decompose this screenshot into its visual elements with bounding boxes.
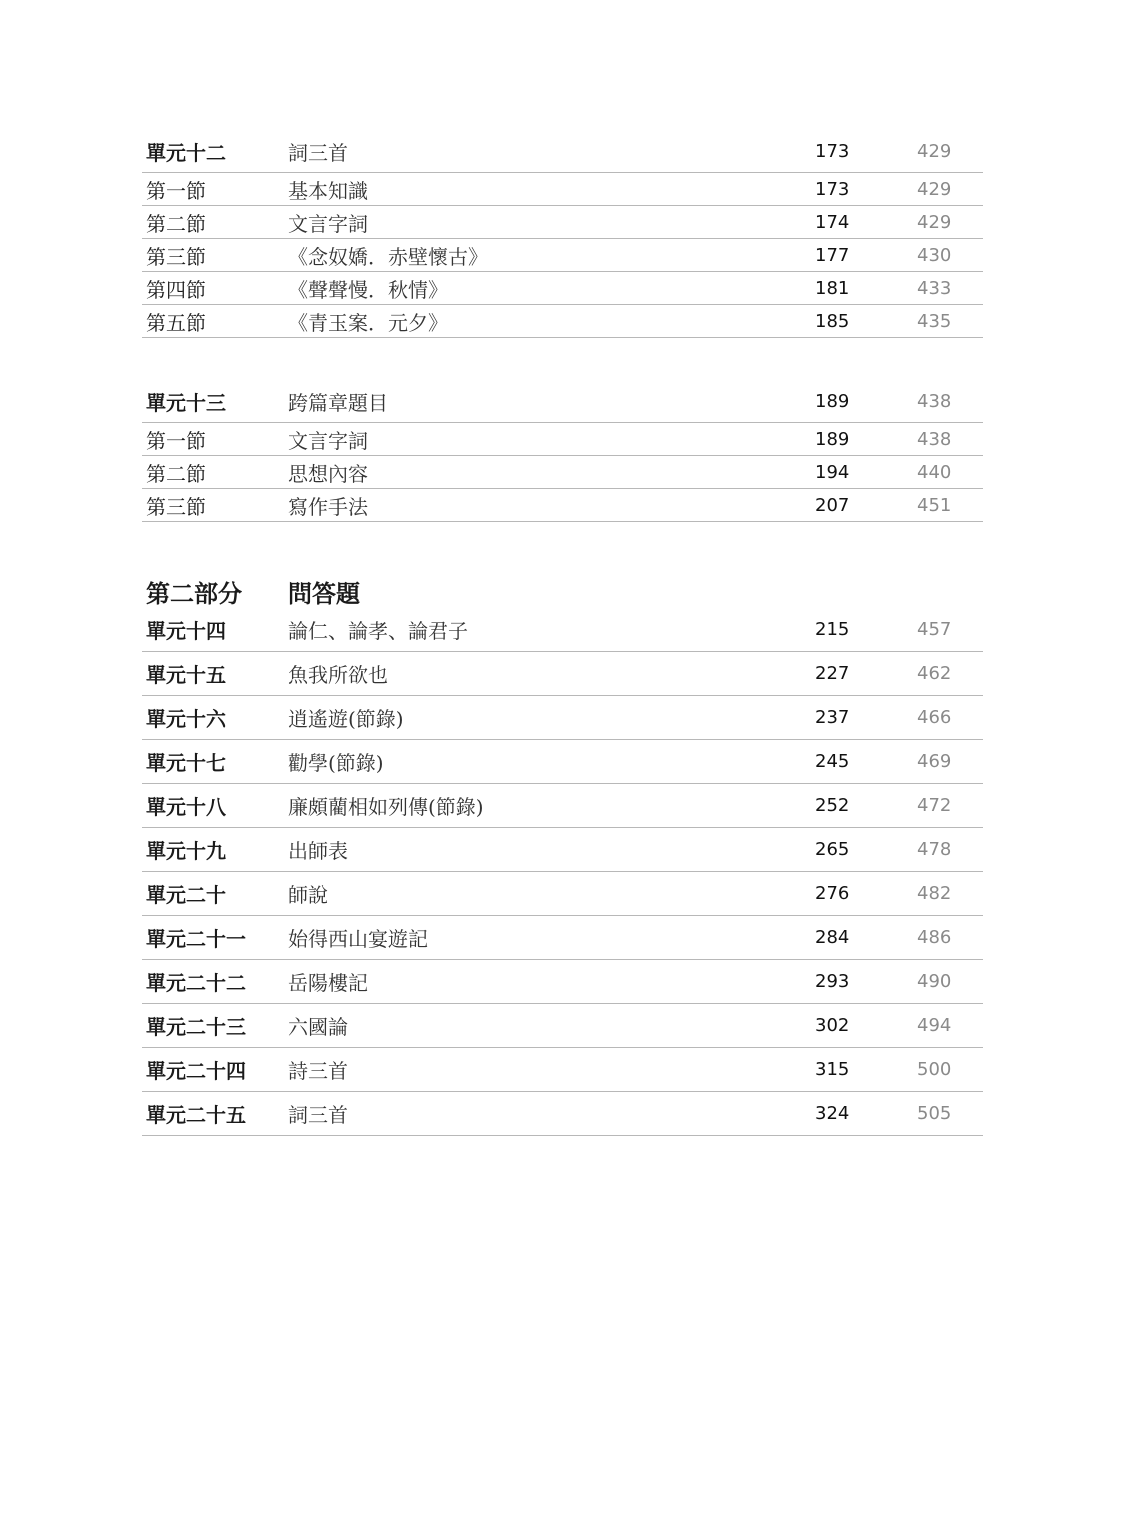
- unit-label: 單元二十二: [146, 971, 246, 995]
- page-number: 276: [815, 883, 850, 904]
- part-label: 第二部分: [146, 579, 242, 608]
- unit-label: 單元二十: [146, 883, 226, 907]
- unit-label: 單元十六: [146, 707, 226, 731]
- page-number: 284: [815, 927, 850, 948]
- section-title: 基本知識: [288, 178, 368, 203]
- section-title: 文言字詞: [288, 211, 368, 236]
- section-row[interactable]: [142, 239, 983, 272]
- answer-page-number: 451: [917, 494, 952, 516]
- section-title: 思想內容: [288, 461, 368, 486]
- answer-page-number: 429: [917, 211, 952, 233]
- answer-page-number: 435: [917, 310, 952, 332]
- table-of-contents: [142, 130, 983, 1136]
- unit-title: 魚我所欲也: [288, 663, 388, 687]
- unit-row[interactable]: [142, 740, 983, 784]
- unit-row[interactable]: [142, 1092, 983, 1136]
- section-label: 第一節: [146, 428, 206, 453]
- answer-page-number: 490: [917, 971, 952, 992]
- unit-label: 單元十四: [146, 619, 226, 643]
- unit-row[interactable]: [142, 828, 983, 872]
- unit-label: 單元二十一: [146, 927, 246, 951]
- unit-title: 逍遙遊(節錄): [288, 707, 404, 731]
- page-number: 181: [815, 277, 850, 299]
- unit-row[interactable]: [142, 1048, 983, 1092]
- page-number: 215: [815, 619, 850, 640]
- section-row[interactable]: [142, 173, 983, 206]
- answer-page-number: 440: [917, 461, 952, 483]
- unit-row[interactable]: [142, 960, 983, 1004]
- unit-label: 單元十五: [146, 663, 226, 687]
- unit-title: 詞三首: [288, 140, 348, 165]
- section-title: 《念奴嬌．赤壁懷古》: [288, 244, 488, 269]
- answer-page-number: 457: [917, 619, 952, 640]
- unit-title: 出師表: [288, 839, 348, 863]
- unit-title: 詞三首: [288, 1103, 348, 1127]
- unit-title: 始得西山宴遊記: [288, 927, 428, 951]
- unit-label: 單元十九: [146, 839, 226, 863]
- part-title: 問答題: [288, 579, 360, 608]
- section-row[interactable]: [142, 272, 983, 305]
- unit-title: 跨篇章題目: [288, 390, 388, 415]
- page-number: 237: [815, 707, 850, 728]
- unit-title: 師說: [288, 883, 328, 907]
- section-label: 第五節: [146, 310, 206, 335]
- unit-row[interactable]: [142, 652, 983, 696]
- unit-12-block: [142, 130, 983, 338]
- answer-page-number: 438: [917, 390, 952, 412]
- unit-title: 詩三首: [288, 1059, 348, 1083]
- part-heading: [142, 574, 983, 608]
- answer-page-number: 466: [917, 707, 952, 728]
- page-number: 173: [815, 178, 850, 200]
- page-number: 185: [815, 310, 850, 332]
- answer-page-number: 429: [917, 140, 952, 162]
- page-number: 265: [815, 839, 850, 860]
- unit-label: 單元二十三: [146, 1015, 246, 1039]
- section-title: 文言字詞: [288, 428, 368, 453]
- answer-page-number: 433: [917, 277, 952, 299]
- page-number: 245: [815, 751, 850, 772]
- page-number: 189: [815, 428, 850, 450]
- unit-title: 廉頗藺相如列傳(節錄): [288, 795, 484, 819]
- spacer: [142, 338, 983, 380]
- section-title: 《青玉案．元夕》: [288, 310, 448, 335]
- unit-title: 六國論: [288, 1015, 348, 1039]
- unit-label: 單元十三: [146, 390, 226, 415]
- unit-row[interactable]: [142, 1004, 983, 1048]
- page-number: 189: [815, 390, 850, 412]
- page-number: 177: [815, 244, 850, 266]
- unit-header-row[interactable]: [142, 380, 983, 423]
- answer-page-number: 472: [917, 795, 952, 816]
- answer-page-number: 438: [917, 428, 952, 450]
- answer-page-number: 430: [917, 244, 952, 266]
- page-number: 173: [815, 140, 850, 162]
- unit-row[interactable]: [142, 872, 983, 916]
- page-number: 174: [815, 211, 850, 233]
- unit-title: 岳陽樓記: [288, 971, 368, 995]
- section-title: 寫作手法: [288, 494, 368, 519]
- page-number: 207: [815, 494, 850, 516]
- section-row[interactable]: [142, 423, 983, 456]
- section-label: 第一節: [146, 178, 206, 203]
- section-title: 《聲聲慢．秋情》: [288, 277, 448, 302]
- unit-header-row[interactable]: [142, 130, 983, 173]
- unit-title: 論仁、論孝、論君子: [288, 619, 468, 643]
- unit-label: 單元二十四: [146, 1059, 246, 1083]
- page-number: 227: [815, 663, 850, 684]
- section-label: 第三節: [146, 244, 206, 269]
- answer-page-number: 469: [917, 751, 952, 772]
- unit-label: 單元十八: [146, 795, 226, 819]
- unit-row[interactable]: [142, 784, 983, 828]
- unit-row[interactable]: [142, 608, 983, 652]
- section-label: 第四節: [146, 277, 206, 302]
- page-number: 194: [815, 461, 850, 483]
- part-2-units: [142, 608, 983, 1136]
- unit-label: 單元十七: [146, 751, 226, 775]
- answer-page-number: 486: [917, 927, 952, 948]
- answer-page-number: 500: [917, 1059, 952, 1080]
- section-row[interactable]: [142, 456, 983, 489]
- section-label: 第三節: [146, 494, 206, 519]
- unit-label: 單元二十五: [146, 1103, 246, 1127]
- unit-13-block: [142, 380, 983, 522]
- section-row[interactable]: [142, 305, 983, 338]
- section-label: 第二節: [146, 461, 206, 486]
- answer-page-number: 462: [917, 663, 952, 684]
- answer-page-number: 482: [917, 883, 952, 904]
- answer-page-number: 478: [917, 839, 952, 860]
- unit-label: 單元十二: [146, 140, 226, 165]
- page-number: 302: [815, 1015, 850, 1036]
- unit-row[interactable]: [142, 916, 983, 960]
- page-number: 315: [815, 1059, 850, 1080]
- page-number: 252: [815, 795, 850, 816]
- page-number: 324: [815, 1103, 850, 1124]
- section-row[interactable]: [142, 206, 983, 239]
- section-label: 第二節: [146, 211, 206, 236]
- unit-row[interactable]: [142, 696, 983, 740]
- section-row[interactable]: [142, 489, 983, 522]
- answer-page-number: 505: [917, 1103, 952, 1124]
- unit-title: 勸學(節錄): [288, 751, 384, 775]
- page-number: 293: [815, 971, 850, 992]
- answer-page-number: 429: [917, 178, 952, 200]
- answer-page-number: 494: [917, 1015, 952, 1036]
